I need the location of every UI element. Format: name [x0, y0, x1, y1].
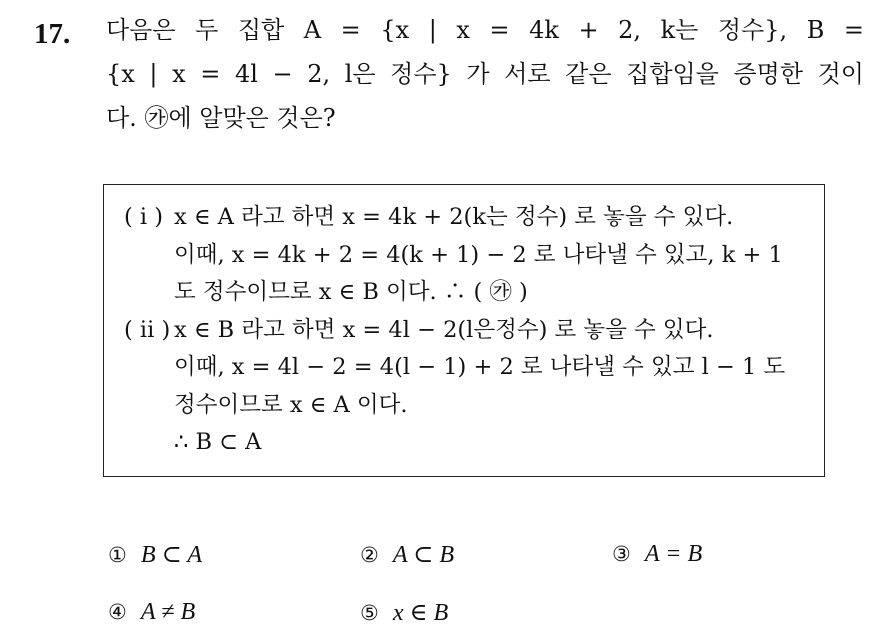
choice-5-text: x ∈ B [392, 599, 449, 626]
choice-2-text: A ⊂ B [392, 541, 455, 568]
proof-line-4-text: x ∈ B 라고 하면 x = 4l − 2(l은정수) 로 놓을 수 있다. [174, 316, 714, 343]
choice-5[interactable] [360, 598, 448, 627]
proof-line-4 [124, 312, 814, 350]
stem-line-1: 다음은 두 집합 A = {x | x = 4k + 2, k는 정수}, B = [106, 16, 864, 44]
proof-line-2: 이때, x = 4k + 2 = 4(k + 1) − 2 로 나타낼 수 있고, k + 1 [174, 241, 783, 268]
choice-3-text: A = B [644, 540, 703, 567]
choice-4[interactable] [108, 598, 195, 626]
choice-1[interactable] [108, 540, 202, 569]
choice-2[interactable] [360, 540, 454, 569]
choice-5-number: ⑤ [360, 601, 379, 625]
proof-line-3: 도 정수이므로 x ∈ B 이다. ∴ ( ㉮ ) [174, 279, 528, 305]
proof-line-6: 정수이므로 x ∈ A 이다. [174, 391, 408, 418]
choice-2-number: ② [360, 543, 379, 567]
choice-3-number: ③ [612, 542, 631, 566]
case-label-i: ( i ) [124, 204, 164, 230]
choice-4-text: A ≠ B [140, 598, 196, 625]
stem-line-2: {x | x = 4l − 2, l은 정수} 가 서로 같은 집합임을 증명한 것이 [106, 60, 864, 88]
question-number: 17. [34, 18, 71, 50]
choice-1-text: B ⊂ A [140, 541, 203, 568]
proof-line-1-text: x ∈ A 라고 하면 x = 4k + 2(k는 정수) 로 놓을 수 있다. [174, 204, 734, 230]
proof-line-7: ∴ B ⊂ A [174, 429, 262, 455]
proof-box [103, 184, 825, 477]
proof-line-1 [124, 199, 814, 237]
choice-3[interactable] [612, 540, 702, 568]
case-label-ii: ( ii ) [124, 316, 171, 343]
proof-content [124, 199, 814, 462]
choice-4-number: ④ [108, 600, 127, 624]
choice-1-number: ① [108, 543, 127, 567]
proof-line-5: 이때, x = 4l − 2 = 4(l − 1) + 2 로 나타낼 수 있고 l − 1 도 [174, 354, 786, 380]
question-stem [106, 8, 864, 140]
stem-line-3: 다. ㉮에 알맞은 것은? [106, 104, 336, 132]
